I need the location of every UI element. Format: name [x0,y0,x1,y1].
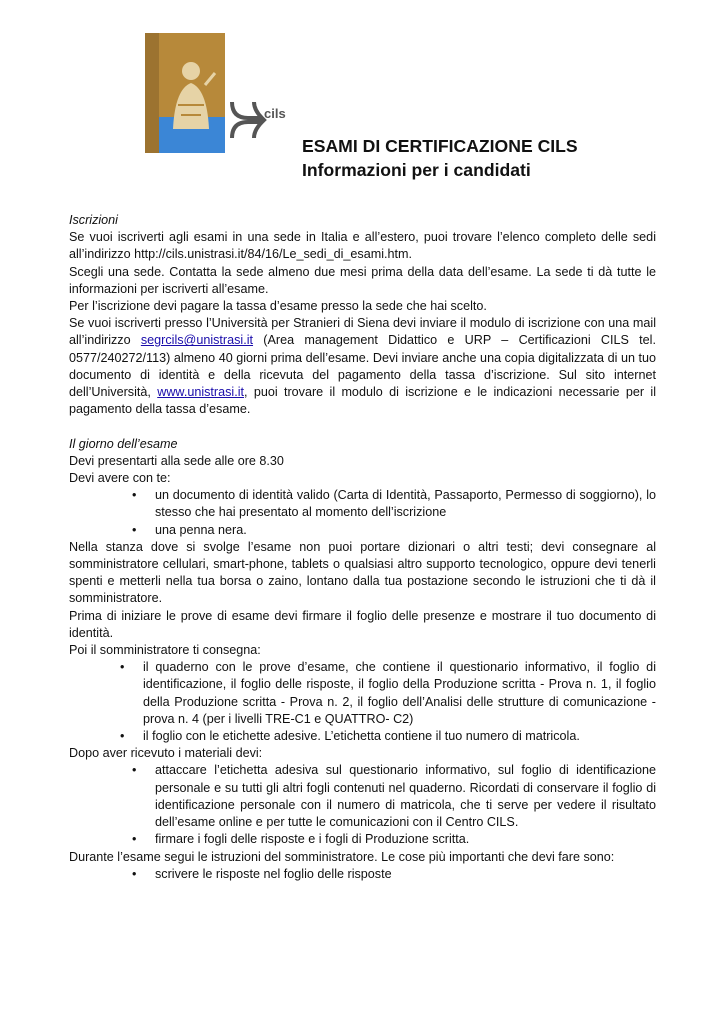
bullet-icon: • [132,522,137,537]
section-heading-giorno: Il giorno dell’esame [69,436,178,451]
list-item-text: scrivere le risposte nel foglio delle risposte [155,866,392,881]
paragraph: Se vuoi iscriverti agli esami in una sede in Italia e all’estero, puoi trovare l’elenco completo delle sedi all’indirizzo http://cils.unistrasi.it/84/16/Le_sedi_di_esami.htm. [69,230,656,262]
paragraph-iscrizione-siena [69,315,656,418]
text: (Area management Didattico e URP – Certificazioni CILS tel. 0577/240272/113) almeno 40 giorni prima dell’esame. Devi inviare anche una copia digitalizzata di un tuo documento di identità e della ricevuta del pagamento della tassa d’iscrizione. Sul sito internet dell’Università, [69,333,656,400]
list-item [69,487,656,521]
list-item-text: il quaderno con le prove d’esame, che contiene il questionario informativo, il foglio di identificazione, il foglio delle risposte, il foglio della Produzione scritta - Prova n. 1, il foglio della Produzione scritta - Prova n. 2, il foglio dell’Analisi delle strutture di comunicazione - prova n. 4 (per i livelli TRE-C1 e QUATTRO- C2) [143,660,656,726]
paragraph: Poi il somministratore ti consegna: [69,643,261,658]
text: , puoi trovare il modulo di iscrizione e le indicazioni necessarie per il pagamento della tassa d’esame. [69,385,657,417]
section-heading-iscrizioni: Iscrizioni [69,213,118,227]
text: Se vuoi iscriverti presso l’Università per Stranieri di Siena devi inviare il modulo di iscrizione con una mail all’indirizzo [69,316,656,348]
bullet-list [69,866,656,883]
title-block [302,134,578,182]
list-item [69,728,656,745]
list-item [69,762,656,831]
website-link[interactable]: www.unistrasi.it [157,385,245,400]
page-subtitle: Informazioni per i candidati [302,160,531,180]
bullet-icon: • [120,660,125,675]
page-title: ESAMI DI CERTIFICAZIONE CILS [302,136,578,156]
email-link[interactable]: segrcils@unistrasi.it [140,333,254,348]
paragraph: Devi presentarti alla sede alle ore 8.30 [69,453,284,468]
paragraph: Prima di iniziare le prove di esame devi firmare il foglio delle presenze e mostrare il tuo documento di identità. [69,608,656,640]
bullet-list [69,762,656,848]
bullet-icon: • [132,763,137,778]
document-body [69,212,656,883]
list-item [69,659,656,728]
list-item-text: un documento di identità valido (Carta di Identità, Passaporto, Permesso di soggiorno), lo stesso che hai presentato al momento dell’iscrizione [155,488,656,520]
bullet-icon: • [132,866,137,881]
list-item-text: firmare i fogli delle risposte e i fogli di Produzione scritta. [155,832,470,847]
paragraph: Scegli una sede. Contatta la sede almeno due mesi prima della data dell’esame. La sede ti dà tutte le informazioni per iscriverti all’esame. [69,264,656,296]
list-item-text: attaccare l’etichetta adesiva sul questionario informativo, sul foglio di identificazione personale e su tutti gli altri fogli contenuti nel quaderno. Ricordati di conservare il foglio di identificazione personale con il numero di matricola, che ti serve per vedere il risultato dell’esame online e per tutte le comunicazioni con il Centro CILS. [155,763,656,830]
bullet-icon: • [120,729,125,744]
university-logo [145,33,225,153]
list-item-text: il foglio con le etichette adesive. L’etichetta contiene il tuo numero di matricola. [143,729,580,744]
list-item [69,522,656,539]
paragraph: Dopo aver ricevuto i materiali devi: [69,746,263,761]
list-item [69,831,656,848]
paragraph: Devi avere con te: [69,471,171,486]
bullet-list [69,487,656,539]
bullet-icon: • [132,488,137,503]
paragraph: Nella stanza dove si svolge l’esame non puoi portare dizionari o altri testi; devi consegnare al somministratore cellulari, smart-phone, tablets o qualsiasi altro supporto tecnologico, oppure devi tenerli spenti e metterli nella tua borsa o zaino, lontano dalla tua postazione secondo le istruzioni che ti dà il somministratore. [69,539,656,606]
paragraph: Durante l’esame segui le istruzioni del somministratore. Le cose più importanti che devi fare sono: [69,849,615,864]
list-item [69,866,656,883]
cils-logo-text: cils [264,106,286,121]
bullet-icon: • [132,832,137,847]
list-item-text: una penna nera. [155,522,247,537]
cils-logo [228,98,294,142]
bullet-list [69,659,656,745]
paragraph: Per l’iscrizione devi pagare la tassa d’esame presso la sede che hai scelto. [69,299,487,314]
